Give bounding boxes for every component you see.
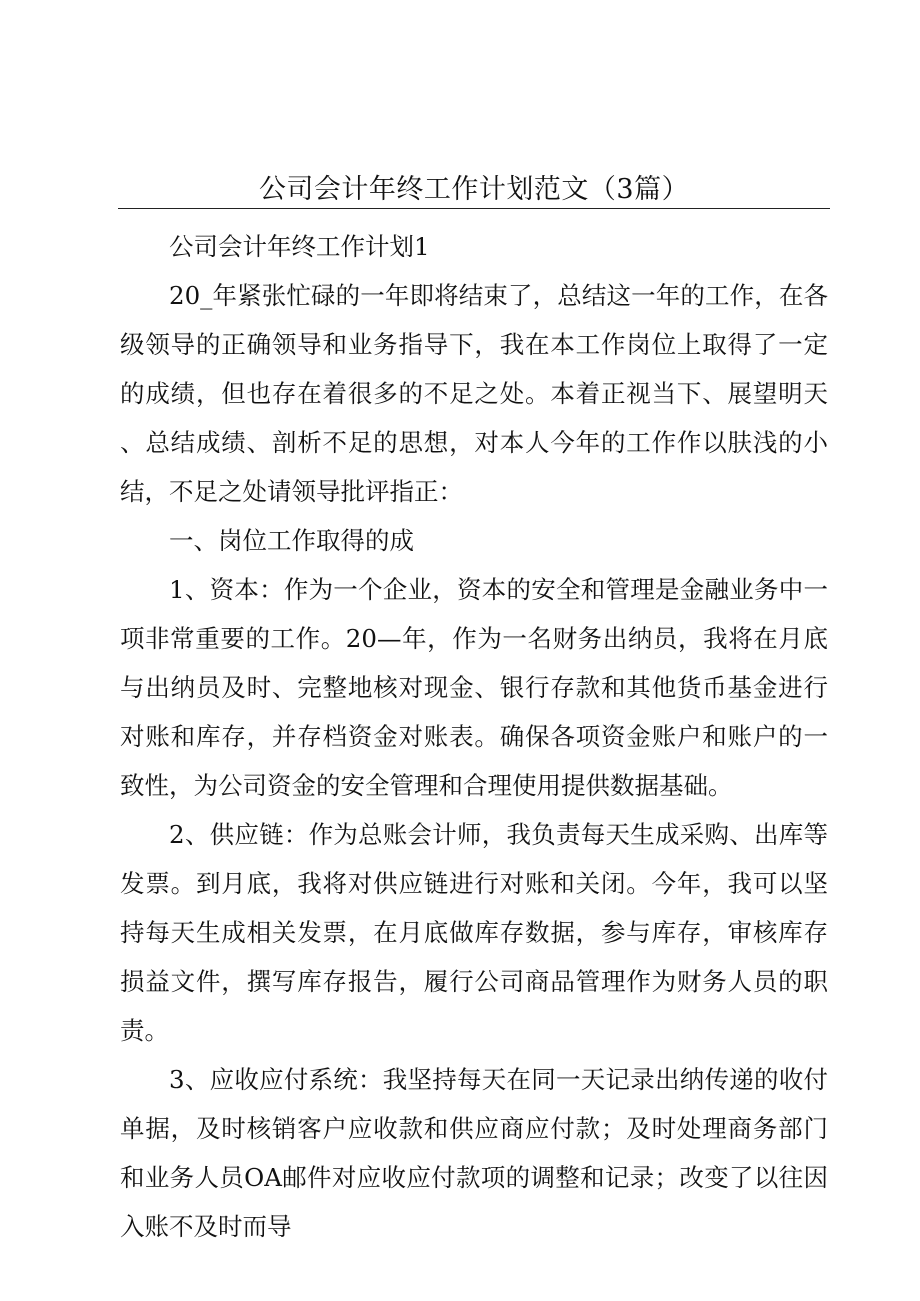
subheading-achievements: 一、岗位工作取得的成 [169, 526, 414, 555]
paragraph-intro: 20_年紧张忙碌的一年即将结束了，总结这一年的工作，在各级领导的正确领导和业务指导下，我在本工作岗位上取得了一定的成绩，但也存在着很多的不足之处。本着正视当下、展望明天、总结成绩、剖析不足的思想，对本人今年的工作作以肤浅的小结，不足之处请领导批评指正： [120, 281, 828, 506]
title-underline [118, 208, 830, 209]
section-heading: 公司会计年终工作计划1 [169, 232, 430, 261]
paragraph-supply-chain: 2、供应链：作为总账会计师，我负责每天生成采购、出库等发票。到月底，我将对供应链进行对账和关闭。今年，我可以坚持每天生成相关发票，在月底做库存数据，参与库存，审核库存损益文件，撰写库存报告，履行公司商品管理作为财务人员的职责。 [120, 820, 828, 1045]
paragraph-capital: 1、资本：作为一个企业，资本的安全和管理是金融业务中一项非常重要的工作。20—年，作为一名财务出纳员，我将在月底与出纳员及时、完整地核对现金、银行存款和其他货币基金进行对账和库存，并存档资金对账表。确保各项资金账户和账户的一致性，为公司资金的安全管理和合理使用提供数据基础。 [120, 575, 828, 800]
paragraph-receivables-payables: 3、应收应付系统：我坚持每天在同一天记录出纳传递的收付单据，及时核销客户应收款和供应商应付款；及时处理商务部门和业务人员OA邮件对应收应付款项的调整和记录；改变了以往因入账不及时而导 [120, 1065, 828, 1241]
document-body [120, 222, 828, 1251]
document-title: 公司会计年终工作计划范文（3篇） [258, 174, 690, 205]
